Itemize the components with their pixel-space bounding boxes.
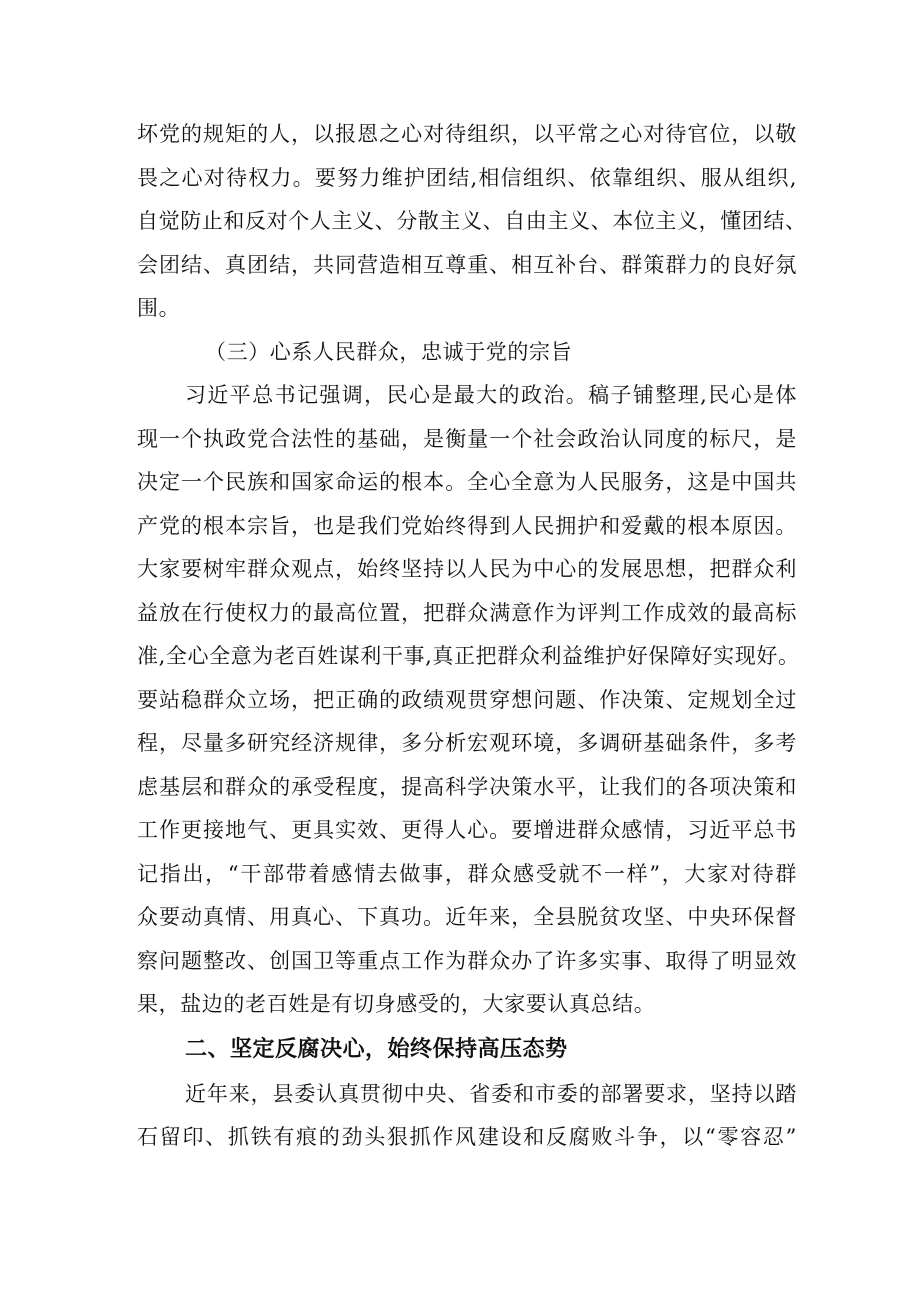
text-line: 现一个执政党合法性的基础，是衡量一个社会政治认同度的标尺，是 [137, 426, 797, 451]
text-line: 会团结、真团结，共同营造相互尊重、相互补台、群策群力的良好氛 [137, 252, 797, 277]
text-line: 察问题整改、创国卫等重点工作为群众办了许多实事、取得了明显效 [137, 948, 797, 973]
text-line: 大家要树牢群众观点，始终坚持以人民为中心的发展思想，把群众利 [137, 557, 797, 581]
text-line: 产党的根本宗旨，也是我们党始终得到人民拥护和爱戴的根本原因。 [137, 513, 797, 538]
text-line: 习近平总书记强调，民心是最大的政治。稿子铺整理,民心是体 [185, 383, 797, 407]
text-line: 决定一个民族和国家命运的根本。全心全意为人民服务，这是中国共 [137, 470, 797, 494]
text-line: 近年来，县委认真贯彻中央、省委和市委的部署要求，坚持以踏 [185, 1081, 797, 1106]
document-body [137, 113, 807, 1160]
text-line: 坏党的规矩的人，以报恩之心对待组织，以平常之心对待官位，以敬 [137, 122, 797, 146]
text-line: 众要动真情、用真心、下真功。近年来，全县脱贫攻坚、中央环保督 [137, 905, 797, 929]
section-subheading: （三）心系人民群众，忠诚于党的宗旨 [205, 339, 573, 364]
text-line: 果，盐边的老百姓是有切身感受的，大家要认真总结。 [137, 992, 656, 1016]
text-line: 围。 [137, 296, 181, 320]
paragraph-1 [137, 113, 807, 331]
text-line: 益放在行使权力的最高位置，把群众满意作为评判工作成效的最高标 [137, 600, 797, 625]
text-line: 程，尽量多研究经济规律，多分析宏观环境，多调研基础条件，多考 [137, 731, 797, 755]
text-line: 石留印、抓铁有痕的劲头狠抓作风建设和反腐败斗争，以“零容忍” [137, 1125, 797, 1149]
text-line: 记指出，“干部带着感情去做事，群众感受就不一样”，大家对待群 [137, 861, 797, 886]
text-line: 工作更接地气、更具实效、更得人心。要增进群众感情，习近平总书 [137, 818, 797, 842]
text-line: 准,全心全意为老百姓谋利干事,真正把群众利益维护好保障好实现好。 [137, 644, 800, 668]
text-line: 畏之心对待权力。要努力维护团结,相信组织、依靠组织、服从组织, [137, 165, 797, 190]
paragraph-3 [137, 1073, 797, 1160]
text-line: 虑基层和群众的承受程度，提高科学决策水平，让我们的各项决策和 [137, 774, 797, 799]
text-line: 要站稳群众立场，把正确的政绩观贯穿想问题、作决策、定规划全过 [137, 687, 797, 712]
section-heading: 二、坚定反腐决心，始终保持高压态势 [185, 1036, 568, 1062]
paragraph-2 [137, 374, 800, 1027]
text-line: 自觉防止和反对个人主义、分散主义、自由主义、本位主义，懂团结、 [137, 209, 807, 233]
